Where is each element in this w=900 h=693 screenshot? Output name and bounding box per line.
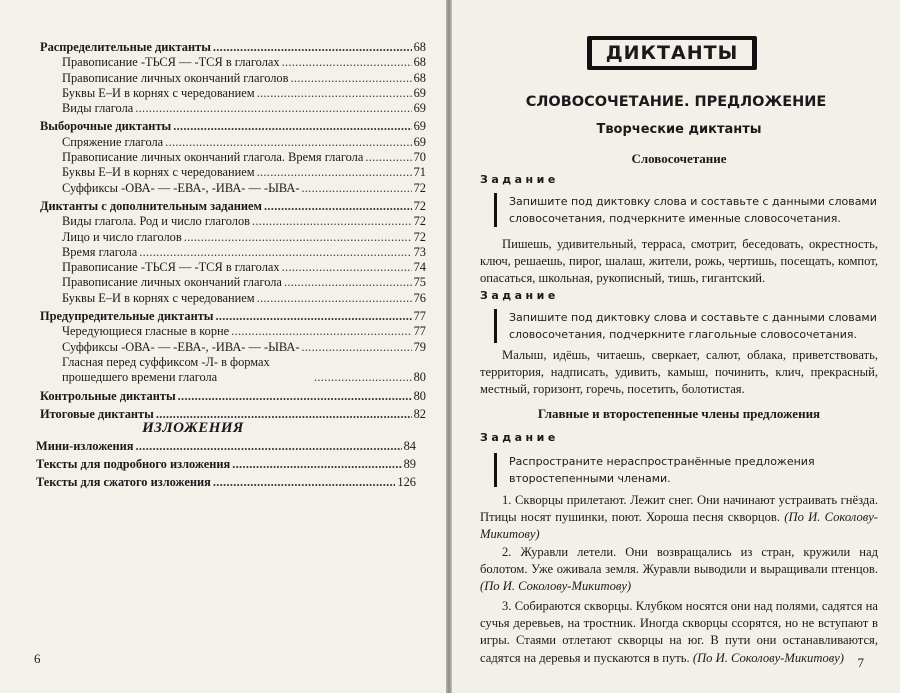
toc-entry-label: Виды глагола. Род и число глаголов — [62, 214, 250, 229]
toc-leader-dots — [232, 455, 401, 473]
table-of-contents — [40, 40, 426, 422]
toc-leader-dots — [252, 214, 412, 229]
toc-leader-dots — [173, 119, 411, 134]
toc-page-number: 69 — [413, 119, 426, 134]
toc-leader-dots — [139, 245, 411, 260]
toc-entry-label: Виды глагола — [62, 101, 134, 116]
toc-leader-dots — [301, 181, 411, 196]
toc-section — [40, 309, 426, 324]
toc-entry-label: Выборочные диктанты — [40, 119, 172, 134]
toc-page-number: 72 — [413, 180, 426, 195]
toc-leader-dots — [231, 324, 411, 339]
toc-page-number: 72 — [413, 214, 426, 229]
toc-leader-dots — [290, 71, 411, 86]
toc-izlozhenie — [36, 473, 416, 491]
toc-entry-label: Буквы Е–И в корнях с чередованием — [62, 290, 255, 305]
right-page-number: 7 — [857, 655, 864, 670]
toc-section — [40, 40, 426, 55]
exercise-2-text: 2. Журавли летели. Они возвращались из стран, кружили над болотом. Уже оживала земля. Журавли выводили и выращивали птенцов. — [480, 545, 878, 577]
task-3: Распространите нераспространённые предложения второстепенными членами. — [494, 453, 878, 487]
toc-leader-dots — [284, 275, 412, 290]
toc-leader-dots — [282, 260, 412, 275]
toc-leader-dots — [257, 86, 412, 101]
izlozheniya-list — [36, 437, 416, 491]
topic-slovosochetanie: Словосочетание — [631, 151, 727, 166]
exercise-2-citation: (По И. Соколову-Микитову) — [480, 579, 632, 594]
toc-leader-dots — [135, 101, 411, 116]
toc-entry-label: Мини-изложения — [36, 439, 134, 453]
toc-leader-dots — [215, 309, 411, 324]
toc-page-number: 76 — [413, 290, 426, 305]
task-1: Запишите под диктовку слова и составьте с данными словами словосочетания, подчеркните именные словосочетания. — [494, 193, 878, 227]
toc-izlozhenie — [36, 437, 416, 455]
toc-section — [40, 119, 426, 134]
word-list-2: Малыш, идёшь, читаешь, сверкает, салют, облака, приветствовать, территория, надписать, удивить, камыш, починить, клич, прекрасный, местный, горизонт, горечь, посетить, болотистая. — [480, 348, 878, 397]
toc-item — [40, 340, 426, 355]
toc-entry-label: Суффиксы -ОВА- — -ЕВА-, -ИВА- — -ЫВА- — [62, 180, 300, 195]
toc-izlozhenie — [36, 455, 416, 473]
toc-item — [40, 55, 426, 70]
toc-leader-dots — [178, 389, 412, 404]
toc-entry-label: Гласная перед суффиксом -Л- в формах прошедшего времени глагола — [62, 354, 270, 385]
banner-title: ДИКТАНТЫ — [590, 38, 755, 68]
toc-leader-dots — [136, 437, 402, 455]
toc-page-number: 77 — [413, 324, 426, 339]
toc-entry-label: Время глагола — [62, 244, 138, 259]
subheading: Творческие диктанты — [596, 122, 762, 137]
toc-item — [40, 355, 426, 386]
toc-page-number: 68 — [413, 55, 426, 70]
toc-entry-label: Правописание личных окончаний глагола. Время глагола — [62, 150, 364, 165]
exercise-3 — [480, 598, 878, 667]
toc-entry-label: Правописание -ТЬСЯ — -ТСЯ в глаголах — [62, 55, 280, 70]
toc-page-number: 74 — [413, 260, 426, 275]
zadanie-label: Задание — [480, 289, 559, 302]
toc-page-number: 75 — [413, 275, 426, 290]
topic-chleny-predlozheniya: Главные и второстепенные члены предложения — [537, 406, 821, 421]
toc-entry-label: Диктанты с дополнительным заданием — [40, 198, 262, 213]
toc-page-number: 68 — [413, 70, 426, 85]
toc-entry-label: Лицо и число глаголов — [62, 229, 182, 244]
zadanie-label: Задание — [480, 173, 559, 186]
toc-leader-dots — [301, 340, 411, 355]
izlozheniya-heading: ИЗЛОЖЕНИЯ — [142, 420, 244, 436]
toc-page-number: 70 — [413, 150, 426, 165]
toc-page-number: 89 — [403, 457, 416, 471]
toc-page-number: 80 — [413, 388, 426, 403]
chapter-heading: СЛОВОСОЧЕТАНИЕ. ПРЕДЛОЖЕНИЕ — [525, 94, 827, 110]
toc-item — [40, 135, 426, 150]
toc-leader-dots — [184, 230, 412, 245]
toc-page-number: 69 — [413, 85, 426, 100]
left-page — [0, 0, 446, 693]
toc-item — [40, 71, 426, 86]
toc-item — [40, 245, 426, 260]
toc-entry-label: Тексты для подробного изложения — [36, 457, 231, 471]
toc-entry-label: Суффиксы -ОВА- — -ЕВА-, -ИВА- — -ЫВА- — [62, 339, 300, 354]
toc-page-number: 72 — [413, 229, 426, 244]
toc-page-number: 69 — [413, 101, 426, 116]
toc-page-number: 77 — [413, 309, 426, 324]
exercise-3-text: 3. Собираются скворцы. Клубком носятся они над полями, садятся на сучья деревьев, на тростник. Иногда скворцы ссорятся, но не вступают в игры. Стаями отлетают скворцы на юг. В пути они останавливаются, садятся на деревья и пускаются в путь. — [480, 599, 878, 665]
toc-entry-label: Контрольные диктанты — [40, 388, 176, 403]
toc-item — [40, 150, 426, 165]
toc-entry-label: Распределительные диктанты — [40, 40, 211, 54]
section-banner — [587, 36, 757, 70]
toc-page-number: 79 — [413, 339, 426, 354]
toc-item — [40, 86, 426, 101]
toc-page-number: 84 — [403, 439, 416, 453]
exercise-1 — [480, 492, 878, 544]
toc-entry-label: Спряжение глагола — [62, 134, 164, 149]
toc-leader-dots — [257, 165, 412, 180]
toc-item — [40, 260, 426, 275]
toc-item — [40, 291, 426, 306]
toc-leader-dots — [264, 199, 412, 214]
toc-entry-label: Правописание личных окончаний глагола — [62, 275, 282, 290]
toc-item — [40, 165, 426, 180]
toc-leader-dots — [365, 150, 411, 165]
toc-entry-label: Правописание личных окончаний глаголов — [62, 70, 289, 85]
word-list-1: Пишешь, удивительный, терраса, смотрит, беседовать, окрестность, ключ, решаешь, пирог, шалаш, жители, рожь, чертишь, посещать, компот, опасаться, школьная, рукописный, тишь, гигантский. — [480, 237, 878, 286]
toc-page-number: 82 — [413, 406, 426, 421]
toc-entry-label: Правописание -ТЬСЯ — -ТСЯ в глаголах — [62, 260, 280, 275]
toc-page-number: 69 — [413, 134, 426, 149]
toc-page-number: 126 — [397, 475, 416, 489]
toc-leader-dots — [213, 473, 396, 491]
toc-item — [40, 324, 426, 339]
toc-section — [40, 389, 426, 404]
toc-item — [40, 275, 426, 290]
exercise-2 — [480, 544, 878, 596]
right-page — [452, 0, 900, 693]
toc-section — [40, 199, 426, 214]
toc-page-number: 73 — [413, 244, 426, 259]
toc-item — [40, 101, 426, 116]
toc-entry-label: Буквы Е–И в корнях с чередованием — [62, 165, 255, 180]
toc-item — [40, 230, 426, 245]
toc-leader-dots — [257, 291, 412, 306]
exercise-3-citation: (По И. Соколову-Микитову) — [692, 650, 844, 665]
toc-entry-label: Буквы Е–И в корнях с чередованием — [62, 85, 255, 100]
task-2: Запишите под диктовку слова и составьте с данными словами словосочетания, подчеркните глагольные словосочетания. — [494, 309, 878, 343]
toc-page-number: 72 — [413, 198, 426, 213]
toc-leader-dots — [314, 370, 412, 385]
exercise-1-text: 1. Скворцы прилетают. Лежит снег. Они начинают устраивать гнёзда. Птицы носят пушинки, поют. Хороша песня скворцов. — [480, 493, 878, 525]
toc-item — [40, 181, 426, 196]
exercise-1-citation: (По И. Соколову-Микитову) — [480, 510, 878, 542]
toc-entry-label: Чередующиеся гласные в корне — [62, 324, 230, 339]
left-page-number: 6 — [34, 651, 41, 666]
toc-page-number: 71 — [413, 165, 426, 180]
toc-leader-dots — [282, 55, 412, 70]
toc-leader-dots — [213, 40, 412, 55]
toc-page-number: 80 — [413, 370, 426, 385]
toc-item — [40, 214, 426, 229]
toc-entry-label: Тексты для сжатого изложения — [36, 475, 211, 489]
zadanie-label: Задание — [480, 431, 559, 444]
toc-page-number: 68 — [413, 40, 426, 54]
toc-entry-label: Итоговые диктанты — [40, 406, 154, 421]
toc-leader-dots — [165, 135, 411, 150]
toc-entry-label: Предупредительные диктанты — [40, 309, 214, 324]
